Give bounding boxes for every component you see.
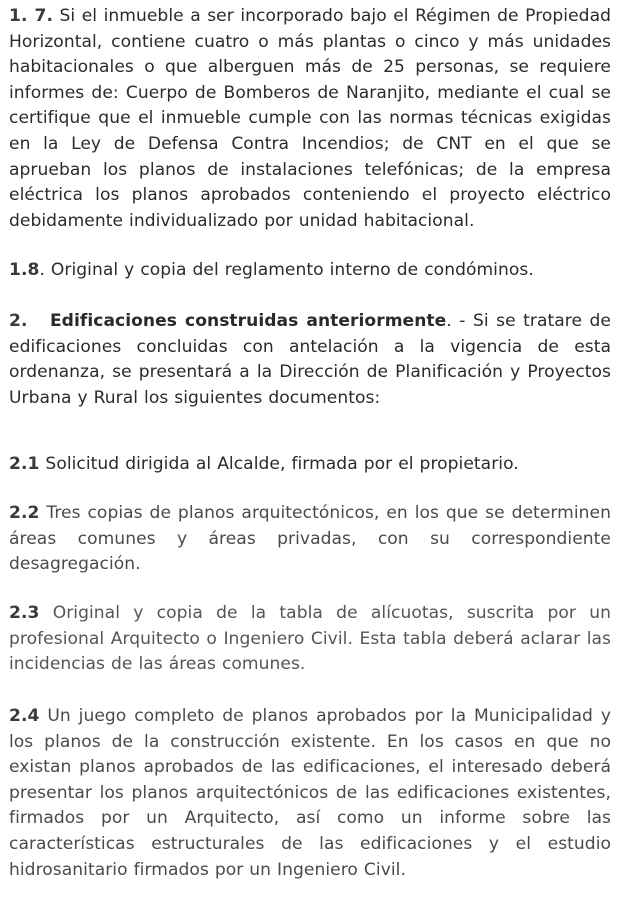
paragraph-2-4 [9, 704, 611, 883]
paragraph-text: . Original y copia del reglamento interno de condóminos. [39, 260, 534, 280]
paragraph-text: Original y copia de la tabla de alícuotas, suscrita por un profesional Arquitecto o Ingeniero Civil. Esta tabla deberá aclarar las incidencias de las áreas comunes. [9, 603, 611, 675]
paragraph-2-3 [9, 601, 611, 678]
section-number: 2. [9, 311, 28, 331]
paragraph-1-8 [9, 258, 611, 284]
paragraph-number: 2.2 [9, 503, 40, 523]
paragraph-text: Tres copias de planos arquitectónicos, en los que se determinen áreas comunes y áreas privadas, con su correspondiente desagregación. [9, 503, 611, 575]
paragraph-2 [9, 309, 611, 411]
paragraph-text: . - Si se tratare de edificaciones concluidas con antelación a la vigencia de esta ordenanza, se presentará a la Dirección de Planificación y Proyectos Urbana y Rural los siguientes documentos: [9, 311, 611, 408]
paragraph-text: Solicitud dirigida al Alcalde, firmada por el propietario. [45, 454, 519, 474]
section-heading: Edificaciones construidas anteriormente [49, 311, 447, 331]
paragraph-1-7 [9, 4, 611, 234]
paragraph-text: Un juego completo de planos aprobados por la Municipalidad y los planos de la construcción existente. En los casos en que no existan planos aprobados de las edificaciones, el interesado deberá presentar los planos arquitectónicos de las edificaciones existentes, firmados por un Arquitecto, así como un informe sobre las características estructurales de las edificaciones y el estudio hidrosanitario firmados por un Ingeniero Civil. [9, 706, 612, 880]
paragraph-number: 2.4 [9, 706, 40, 726]
paragraph-number: 2.3 [9, 603, 40, 623]
paragraph-2-1 [9, 452, 611, 478]
paragraph-2-2 [9, 501, 611, 578]
paragraph-number: 2.1 [9, 454, 40, 474]
paragraph-text: Si el inmueble a ser incorporado bajo el Régimen de Propiedad Horizontal, contiene cuatro o más plantas o cinco y más unidades habitacionales o que alberguen más de 25 personas, se requiere informes de: Cuerpo de Bomberos de Naranjito, mediante el cual se certifique que el inmueble cumple con las normas técnicas exigidas en la Ley de Defensa Contra Incendios; de CNT en el que se aprueban los planos de instalaciones telefónicas; de la empresa eléctrica los planos aprobados conteniendo el proyecto eléctrico debidamente individualizado por unidad habitacional. [9, 6, 611, 231]
paragraph-number: 1. 7. [9, 6, 53, 26]
paragraph-number: 1.8 [9, 260, 40, 280]
